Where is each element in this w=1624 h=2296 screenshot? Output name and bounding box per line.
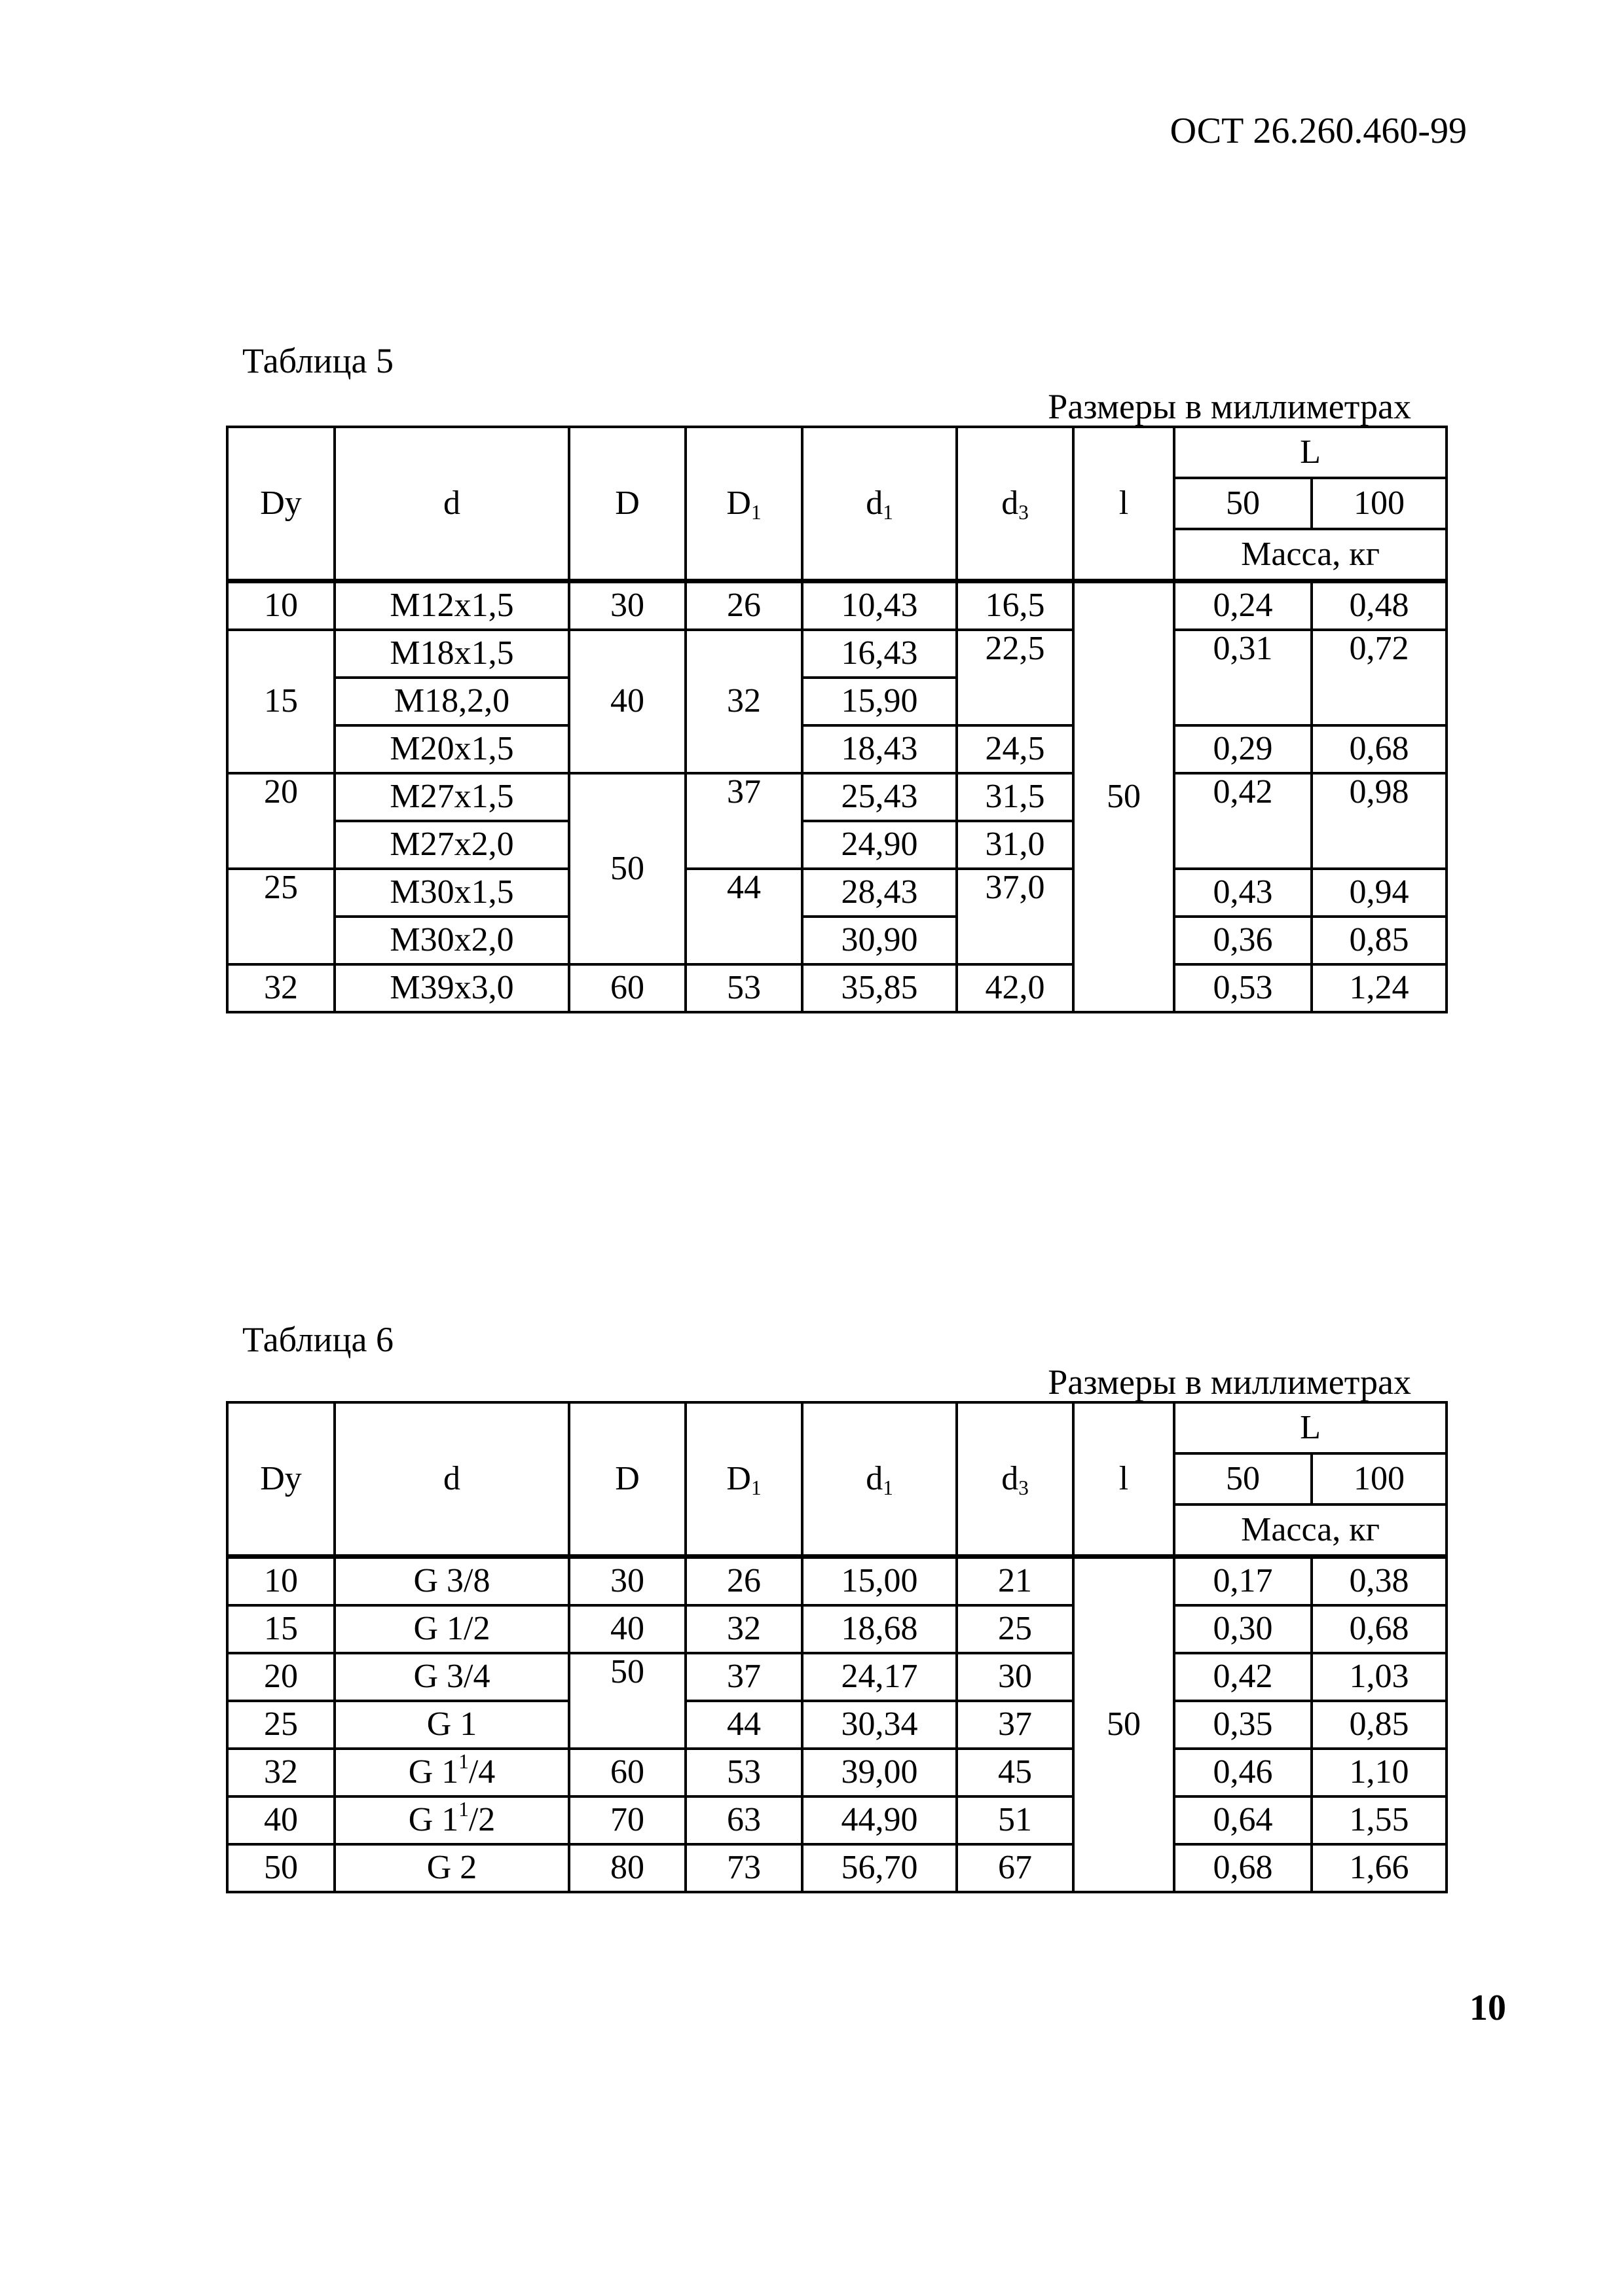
- table-row: [227, 1844, 1447, 1892]
- cell-mass-100: 0,98: [1312, 773, 1447, 869]
- col-header-L100: 100: [1312, 1453, 1447, 1504]
- col-header-D1: $D_1$: [686, 427, 802, 581]
- table-row: [227, 1796, 1447, 1844]
- cell-d1: 28,43: [802, 869, 957, 917]
- cell-d3: 25: [957, 1605, 1073, 1653]
- cell-d: G $1^1/2$: [335, 1796, 569, 1844]
- col-header-dy: Dy: [227, 1402, 335, 1557]
- table6-caption: Таблица 6: [242, 1320, 394, 1359]
- table5-units-note: Размеры в миллиметрах: [1048, 387, 1411, 426]
- col-header-L50: 50: [1174, 478, 1312, 529]
- cell-mass-100: 0,85: [1312, 917, 1447, 964]
- cell-mass-50: 0,30: [1174, 1605, 1312, 1653]
- cell-D1: 26: [686, 1557, 802, 1606]
- table-row: [227, 964, 1447, 1012]
- table-row: [227, 1701, 1447, 1749]
- cell-d1: 24,90: [802, 821, 957, 869]
- table-row: [227, 773, 1447, 821]
- cell-mass-50: 0,43: [1174, 869, 1312, 917]
- cell-d1: 10,43: [802, 581, 957, 630]
- cell-d: G 1: [335, 1701, 569, 1749]
- cell-mass-100: 0,68: [1312, 725, 1447, 773]
- table-row: [227, 917, 1447, 964]
- col-header-L: L: [1174, 1402, 1447, 1453]
- cell-d3: 21: [957, 1557, 1073, 1606]
- cell-D: 40: [569, 630, 686, 773]
- cell-dy: 15: [227, 1605, 335, 1653]
- cell-d3: 37,0: [957, 869, 1073, 964]
- cell-mass-50: 0,36: [1174, 917, 1312, 964]
- cell-d3: 45: [957, 1749, 1073, 1796]
- cell-D: 50: [569, 1653, 686, 1749]
- cell-d1: 39,00: [802, 1749, 957, 1796]
- cell-dy: 15: [227, 630, 335, 773]
- cell-D: 60: [569, 1749, 686, 1796]
- cell-d1: 30,34: [802, 1701, 957, 1749]
- cell-d: М18х1,5: [335, 630, 569, 678]
- cell-d3: 51: [957, 1796, 1073, 1844]
- cell-mass-100: 0,48: [1312, 581, 1447, 630]
- cell-d: М30х2,0: [335, 917, 569, 964]
- cell-mass-50: 0,53: [1174, 964, 1312, 1012]
- cell-mass-50: 0,29: [1174, 725, 1312, 773]
- cell-D: 30: [569, 1557, 686, 1606]
- cell-mass-50: 0,64: [1174, 1796, 1312, 1844]
- cell-D1: 26: [686, 581, 802, 630]
- cell-D1: 63: [686, 1796, 802, 1844]
- cell-d1: 25,43: [802, 773, 957, 821]
- cell-d1: 16,43: [802, 630, 957, 678]
- cell-D: 40: [569, 1605, 686, 1653]
- document-code: ОСТ 26.260.460-99: [1170, 111, 1467, 151]
- col-header-L: L: [1174, 427, 1447, 478]
- col-header-d: d: [335, 1402, 569, 1557]
- col-header-D: D: [569, 427, 686, 581]
- cell-mass-50: 0,42: [1174, 773, 1312, 869]
- table-row: [227, 1749, 1447, 1796]
- cell-dy: 40: [227, 1796, 335, 1844]
- table-row: [227, 1557, 1447, 1606]
- cell-D: 70: [569, 1796, 686, 1844]
- cell-d: G $1^1/4$: [335, 1749, 569, 1796]
- col-header-d1: $d_1$: [802, 1402, 957, 1557]
- cell-mass-100: 1,03: [1312, 1653, 1447, 1701]
- cell-D1: 53: [686, 1749, 802, 1796]
- table-row: [227, 725, 1447, 773]
- cell-D1: 44: [686, 869, 802, 964]
- cell-l: 50: [1073, 1557, 1174, 1893]
- cell-D: 50: [569, 773, 686, 964]
- col-header-d3: $d_3$: [957, 1402, 1073, 1557]
- cell-D: 30: [569, 581, 686, 630]
- table-row: [227, 630, 1447, 678]
- cell-d: G 3/8: [335, 1557, 569, 1606]
- cell-mass-50: 0,46: [1174, 1749, 1312, 1796]
- col-header-D: D: [569, 1402, 686, 1557]
- cell-d1: 35,85: [802, 964, 957, 1012]
- cell-dy: 20: [227, 773, 335, 869]
- cell-d: G 1/2: [335, 1605, 569, 1653]
- cell-d3: 42,0: [957, 964, 1073, 1012]
- cell-D1: 32: [686, 1605, 802, 1653]
- cell-d1: 15,90: [802, 678, 957, 725]
- cell-mass-100: 0,38: [1312, 1557, 1447, 1606]
- cell-d1: 30,90: [802, 917, 957, 964]
- cell-mass-100: 1,24: [1312, 964, 1447, 1012]
- cell-d1: 18,43: [802, 725, 957, 773]
- cell-mass-100: 1,10: [1312, 1749, 1447, 1796]
- col-header-dy: Dy: [227, 427, 335, 581]
- cell-dy: 10: [227, 581, 335, 630]
- cell-d: М18,2,0: [335, 678, 569, 725]
- cell-dy: 25: [227, 869, 335, 964]
- cell-d: М27х2,0: [335, 821, 569, 869]
- cell-D1: 53: [686, 964, 802, 1012]
- cell-mass-50: 0,68: [1174, 1844, 1312, 1892]
- cell-mass-50: 0,42: [1174, 1653, 1312, 1701]
- cell-dy: 32: [227, 1749, 335, 1796]
- col-header-d: d: [335, 427, 569, 581]
- cell-d3: 37: [957, 1701, 1073, 1749]
- cell-D: 80: [569, 1844, 686, 1892]
- cell-mass-100: 0,68: [1312, 1605, 1447, 1653]
- cell-d3: 22,5: [957, 630, 1073, 725]
- cell-D1: 37: [686, 1653, 802, 1701]
- cell-d3: 67: [957, 1844, 1073, 1892]
- col-header-l: l: [1073, 427, 1174, 581]
- cell-mass-50: 0,24: [1174, 581, 1312, 630]
- cell-d: М30х1,5: [335, 869, 569, 917]
- cell-l: 50: [1073, 581, 1174, 1013]
- col-header-L50: 50: [1174, 1453, 1312, 1504]
- cell-d: М27х1,5: [335, 773, 569, 821]
- cell-dy: 32: [227, 964, 335, 1012]
- cell-d3: 30: [957, 1653, 1073, 1701]
- col-header-d3: $d_3$: [957, 427, 1073, 581]
- col-header-l: l: [1073, 1402, 1174, 1557]
- cell-mass-50: 0,31: [1174, 630, 1312, 725]
- cell-D1: 32: [686, 630, 802, 773]
- cell-mass-50: 0,17: [1174, 1557, 1312, 1606]
- cell-d1: 44,90: [802, 1796, 957, 1844]
- cell-mass-100: 0,85: [1312, 1701, 1447, 1749]
- cell-d1: 24,17: [802, 1653, 957, 1701]
- cell-d3: 24,5: [957, 725, 1073, 773]
- cell-D1: 73: [686, 1844, 802, 1892]
- col-header-mass: Масса, кг: [1174, 1504, 1447, 1557]
- cell-d: G 3/4: [335, 1653, 569, 1701]
- cell-mass-100: 0,94: [1312, 869, 1447, 917]
- table5: [226, 426, 1448, 1013]
- cell-dy: 50: [227, 1844, 335, 1892]
- cell-D: 60: [569, 964, 686, 1012]
- cell-d1: 56,70: [802, 1844, 957, 1892]
- table-row: [227, 869, 1447, 917]
- col-header-D1: $D_1$: [686, 1402, 802, 1557]
- cell-d: М12х1,5: [335, 581, 569, 630]
- cell-d1: 18,68: [802, 1605, 957, 1653]
- cell-mass-50: 0,35: [1174, 1701, 1312, 1749]
- cell-dy: 25: [227, 1701, 335, 1749]
- page-number: 10: [1469, 1988, 1506, 2028]
- cell-D1: 37: [686, 773, 802, 869]
- cell-d3: 31,0: [957, 821, 1073, 869]
- table6: [226, 1401, 1448, 1893]
- cell-d3: 16,5: [957, 581, 1073, 630]
- cell-mass-100: 1,66: [1312, 1844, 1447, 1892]
- col-header-L100: 100: [1312, 478, 1447, 529]
- cell-d3: 31,5: [957, 773, 1073, 821]
- cell-dy: 20: [227, 1653, 335, 1701]
- table6-units-note: Размеры в миллиметрах: [1048, 1362, 1411, 1402]
- cell-d: М20х1,5: [335, 725, 569, 773]
- cell-mass-100: 1,55: [1312, 1796, 1447, 1844]
- cell-dy: 10: [227, 1557, 335, 1606]
- cell-d: G 2: [335, 1844, 569, 1892]
- cell-D1: 44: [686, 1701, 802, 1749]
- table-row: [227, 581, 1447, 630]
- table-row: [227, 1653, 1447, 1701]
- table5-caption: Таблица 5: [242, 341, 394, 380]
- col-header-d1: $d_1$: [802, 427, 957, 581]
- col-header-mass: Масса, кг: [1174, 529, 1447, 581]
- table-row: [227, 1605, 1447, 1653]
- cell-mass-100: 0,72: [1312, 630, 1447, 725]
- cell-d1: 15,00: [802, 1557, 957, 1606]
- cell-d: М39х3,0: [335, 964, 569, 1012]
